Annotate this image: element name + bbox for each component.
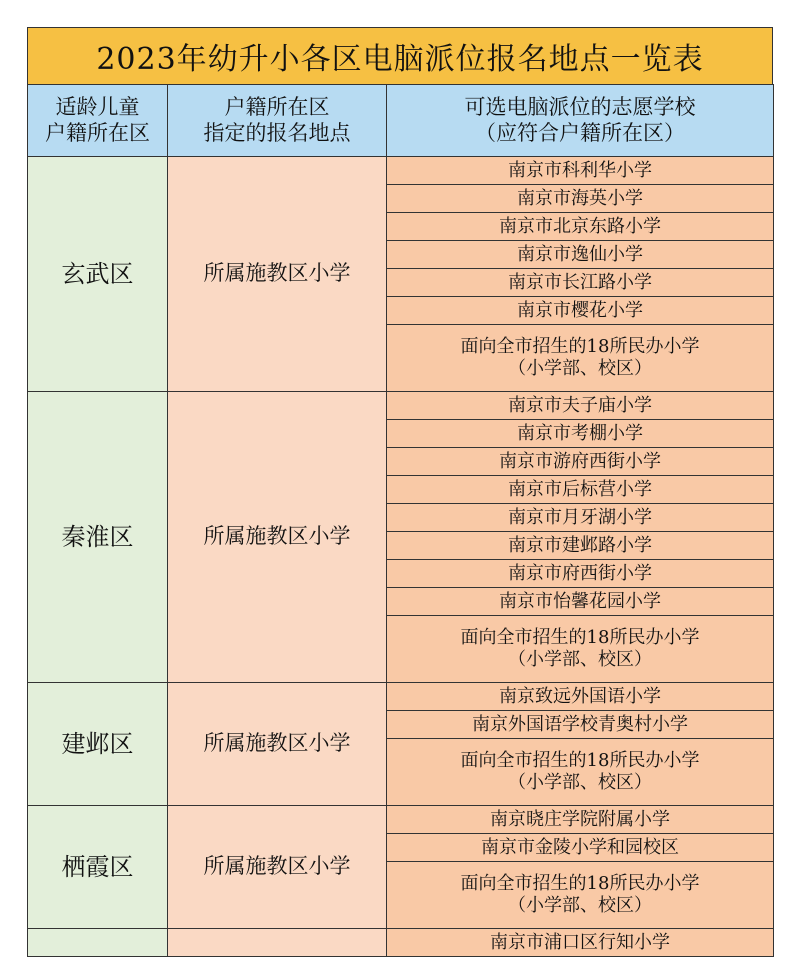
location-cell bbox=[168, 929, 387, 957]
table-row bbox=[28, 929, 774, 957]
header-row bbox=[28, 85, 774, 157]
table-row bbox=[28, 806, 774, 834]
district-cell bbox=[28, 929, 168, 957]
district-cell: 栖霞区 bbox=[28, 806, 168, 929]
location-cell: 所属施教区小学 bbox=[168, 683, 387, 806]
school-cell: 南京市科利华小学 bbox=[387, 157, 774, 185]
school-cell: 南京市樱花小学 bbox=[387, 297, 774, 325]
district-cell: 建邺区 bbox=[28, 683, 168, 806]
private-schools-cell: 面向全市招生的18所民办小学 （小学部、校区） bbox=[387, 739, 774, 806]
district-cell: 秦淮区 bbox=[28, 392, 168, 683]
private-schools-cell: 面向全市招生的18所民办小学 （小学部、校区） bbox=[387, 616, 774, 683]
location-cell: 所属施教区小学 bbox=[168, 157, 387, 392]
school-cell: 南京市游府西街小学 bbox=[387, 448, 774, 476]
private-schools-cell: 面向全市招生的18所民办小学 （小学部、校区） bbox=[387, 325, 774, 392]
header-district: 适龄儿童 户籍所在区 bbox=[28, 85, 168, 157]
page-title: 2023年幼升小各区电脑派位报名地点一览表 bbox=[27, 27, 773, 85]
school-cell: 南京市海英小学 bbox=[387, 185, 774, 213]
table-row bbox=[28, 683, 774, 711]
location-cell: 所属施教区小学 bbox=[168, 392, 387, 683]
district-cell: 玄武区 bbox=[28, 157, 168, 392]
table-row bbox=[28, 157, 774, 185]
school-cell: 南京市怡馨花园小学 bbox=[387, 588, 774, 616]
location-cell: 所属施教区小学 bbox=[168, 806, 387, 929]
school-cell: 南京市后标营小学 bbox=[387, 476, 774, 504]
enrollment-sheet bbox=[27, 27, 773, 953]
school-cell: 南京市逸仙小学 bbox=[387, 241, 774, 269]
school-cell: 南京市金陵小学和园校区 bbox=[387, 834, 774, 862]
enrollment-table bbox=[27, 84, 774, 957]
school-cell: 南京市月牙湖小学 bbox=[387, 504, 774, 532]
school-cell: 南京市夫子庙小学 bbox=[387, 392, 774, 420]
school-cell: 南京外国语学校青奥村小学 bbox=[387, 711, 774, 739]
school-cell: 南京市浦口区行知小学 bbox=[387, 929, 774, 957]
school-cell: 南京市长江路小学 bbox=[387, 269, 774, 297]
school-cell: 南京致远外国语小学 bbox=[387, 683, 774, 711]
header-schools: 可选电脑派位的志愿学校 （应符合户籍所在区） bbox=[387, 85, 774, 157]
school-cell: 南京市府西街小学 bbox=[387, 560, 774, 588]
private-schools-cell: 面向全市招生的18所民办小学 （小学部、校区） bbox=[387, 862, 774, 929]
school-cell: 南京市建邺路小学 bbox=[387, 532, 774, 560]
school-cell: 南京晓庄学院附属小学 bbox=[387, 806, 774, 834]
school-cell: 南京市考棚小学 bbox=[387, 420, 774, 448]
school-cell: 南京市北京东路小学 bbox=[387, 213, 774, 241]
table-row bbox=[28, 392, 774, 420]
header-location: 户籍所在区 指定的报名地点 bbox=[168, 85, 387, 157]
